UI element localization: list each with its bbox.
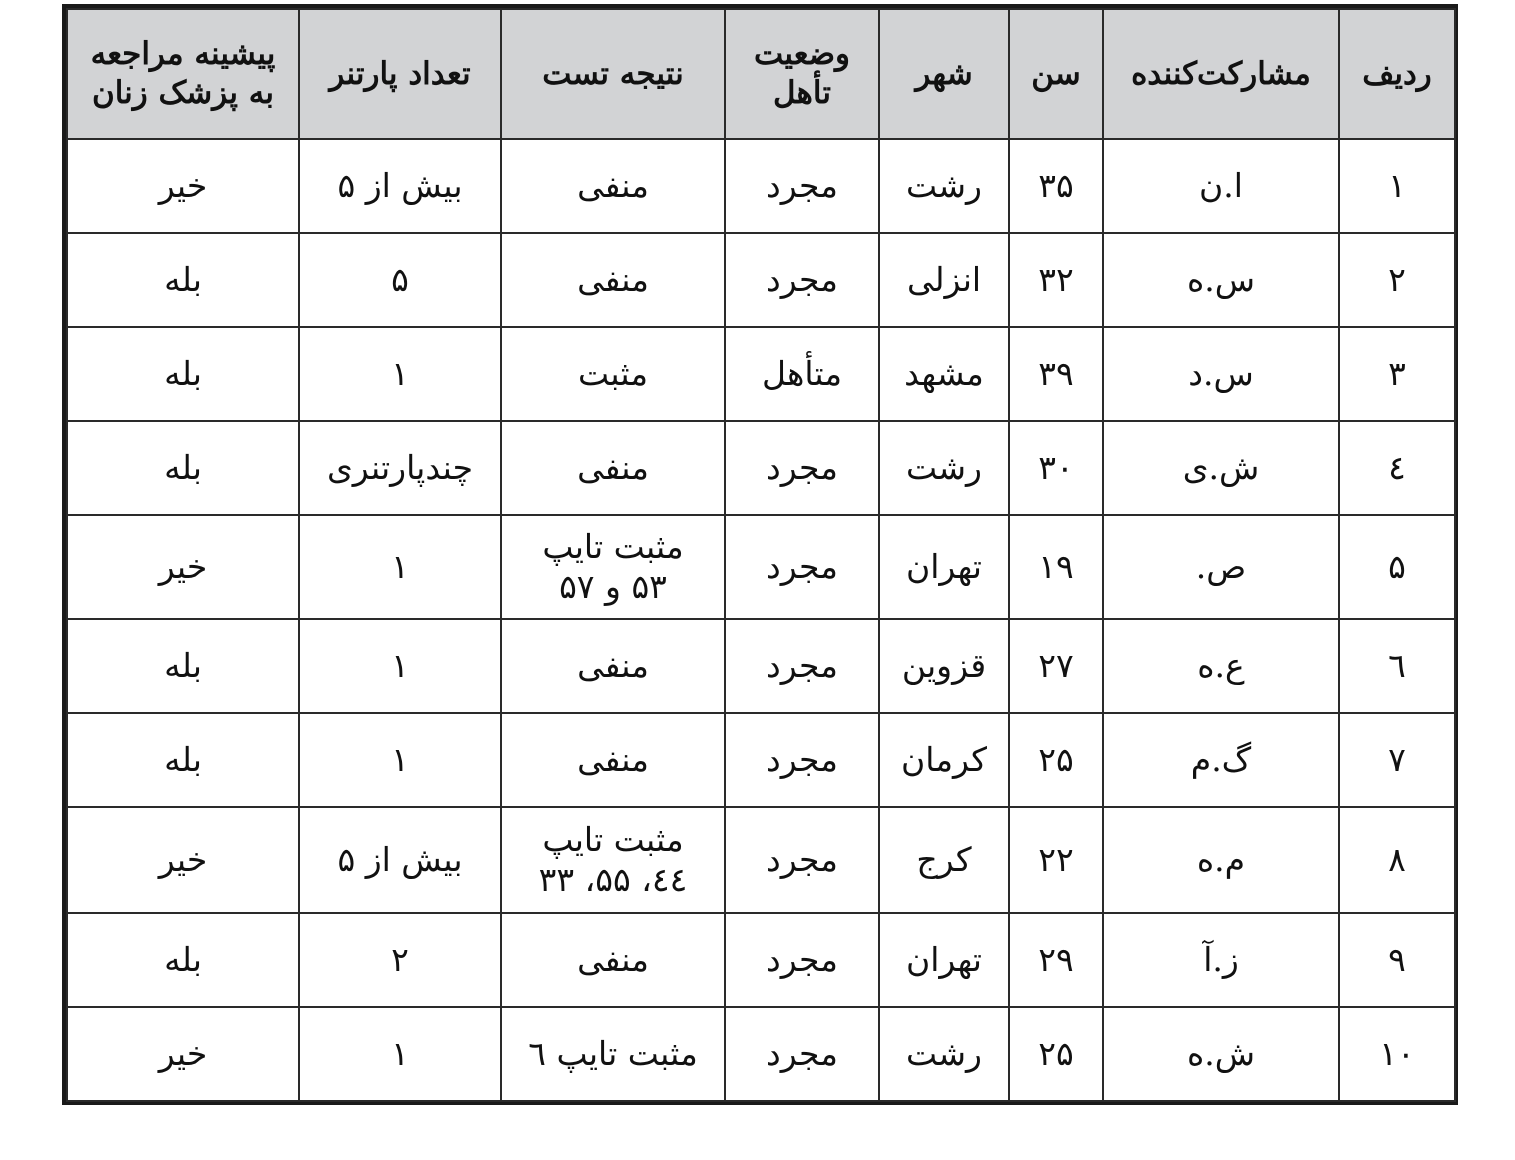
cell-age: ۲۹ [1009,913,1103,1007]
cell-row-number: ۸ [1339,807,1455,913]
cell-test-result [501,1007,725,1101]
cell-city: تهران [879,913,1009,1007]
cell-marital-status: مجرد [725,713,879,807]
header-marital-status [725,9,879,139]
header-line: نتیجه تست [542,55,684,92]
cell-gynecologist-history: بله [67,713,299,807]
cell-marital-status: مجرد [725,807,879,913]
cell-partner-count: ۱ [299,515,501,619]
cell-age: ۲۵ [1009,1007,1103,1101]
cell-row-number: ۵ [1339,515,1455,619]
test-result-line: ٤٤، ۵۵، ۳۳ [538,860,688,899]
cell-gynecologist-history: بله [67,421,299,515]
table-row [67,327,1455,421]
header-gynecologist-history [67,9,299,139]
cell-row-number: ۲ [1339,233,1455,327]
cell-row-number: ٦ [1339,619,1455,713]
cell-age: ۳۵ [1009,139,1103,233]
cell-city: رشت [879,1007,1009,1101]
cell-partner-count: ۵ [299,233,501,327]
cell-row-number: ٤ [1339,421,1455,515]
cell-marital-status: متأهل [725,327,879,421]
header-line: پیشینه مراجعه [90,36,276,73]
header-line: وضعیت [753,36,851,73]
test-result-line: مثبت تایپ [542,820,684,860]
cell-age: ۳۰ [1009,421,1103,515]
table-row [67,515,1455,619]
cell-participant: ع.ه [1103,619,1339,713]
cell-age: ۳۹ [1009,327,1103,421]
cell-marital-status: مجرد [725,139,879,233]
cell-marital-status: مجرد [725,515,879,619]
cell-participant: ا.ن [1103,139,1339,233]
cell-age: ۲۵ [1009,713,1103,807]
table-row [67,139,1455,233]
header-line: تعداد پارتنر [329,55,471,92]
cell-marital-status: مجرد [725,913,879,1007]
header-participant [1103,9,1339,139]
test-result-line: منفی [577,260,649,300]
table-row [67,1007,1455,1101]
cell-participant: ش.ی [1103,421,1339,515]
cell-city: تهران [879,515,1009,619]
header-line: سن [1031,55,1081,92]
cell-partner-count: بیش از ۵ [299,807,501,913]
test-result-line: منفی [577,740,649,780]
header-age [1009,9,1103,139]
cell-gynecologist-history: بله [67,233,299,327]
cell-city: رشت [879,421,1009,515]
cell-row-number: ۱۰ [1339,1007,1455,1101]
cell-gynecologist-history: بله [67,327,299,421]
cell-gynecologist-history: خیر [67,807,299,913]
cell-age: ۳۲ [1009,233,1103,327]
cell-row-number: ۳ [1339,327,1455,421]
test-result-line: مثبت تایپ ٦ [528,1034,698,1074]
participants-table-container [62,4,1458,1105]
cell-row-number: ۹ [1339,913,1455,1007]
header-line: شهر [915,55,973,92]
cell-row-number: ۱ [1339,139,1455,233]
test-result-line: ۵۳ و ۵۷ [559,567,667,606]
cell-test-result [501,233,725,327]
header-line: به پزشک زنان [91,75,275,111]
test-result-line: مثبت تایپ [542,527,684,567]
cell-test-result [501,421,725,515]
test-result-line: منفی [577,940,649,980]
cell-participant: م.ه [1103,807,1339,913]
participants-table [66,8,1456,1102]
cell-partner-count: ۲ [299,913,501,1007]
table-row [67,807,1455,913]
cell-test-result [501,913,725,1007]
cell-age: ۲۷ [1009,619,1103,713]
table-header-row [67,9,1455,139]
table-row [67,421,1455,515]
cell-partner-count: ۱ [299,1007,501,1101]
cell-test-result [501,619,725,713]
test-result-line: منفی [577,166,649,206]
cell-city: کرج [879,807,1009,913]
cell-test-result [501,515,725,619]
test-result-line: منفی [577,448,649,488]
cell-partner-count: چندپارتنری [299,421,501,515]
cell-gynecologist-history: خیر [67,1007,299,1101]
cell-gynecologist-history: بله [67,619,299,713]
table-row [67,619,1455,713]
cell-city: انزلی [879,233,1009,327]
cell-partner-count: بیش از ۵ [299,139,501,233]
cell-marital-status: مجرد [725,233,879,327]
header-partner-count [299,9,501,139]
cell-participant: ز.آ [1103,913,1339,1007]
header-row-number [1339,9,1455,139]
cell-partner-count: ۱ [299,713,501,807]
cell-test-result [501,139,725,233]
cell-row-number: ۷ [1339,713,1455,807]
header-test-result [501,9,725,139]
cell-partner-count: ۱ [299,619,501,713]
cell-partner-count: ۱ [299,327,501,421]
cell-gynecologist-history: بله [67,913,299,1007]
cell-participant: س.د [1103,327,1339,421]
cell-city: رشت [879,139,1009,233]
table-row [67,713,1455,807]
cell-participant: س.ه [1103,233,1339,327]
header-line: ردیف [1362,55,1432,92]
cell-participant: ش.ه [1103,1007,1339,1101]
header-city [879,9,1009,139]
cell-participant: ص. [1103,515,1339,619]
test-result-line: منفی [577,646,649,686]
cell-city: قزوین [879,619,1009,713]
test-result-line: مثبت [578,354,648,394]
cell-age: ۱۹ [1009,515,1103,619]
cell-marital-status: مجرد [725,421,879,515]
cell-marital-status: مجرد [725,619,879,713]
table-row [67,913,1455,1007]
header-line: تأهل [773,75,831,111]
cell-participant: گ.م [1103,713,1339,807]
cell-test-result [501,713,725,807]
cell-gynecologist-history: خیر [67,139,299,233]
cell-age: ۲۲ [1009,807,1103,913]
table-row [67,233,1455,327]
cell-city: کرمان [879,713,1009,807]
cell-city: مشهد [879,327,1009,421]
cell-test-result [501,327,725,421]
header-line: مشارکت‌کننده [1131,55,1311,92]
cell-test-result [501,807,725,913]
cell-marital-status: مجرد [725,1007,879,1101]
cell-gynecologist-history: خیر [67,515,299,619]
